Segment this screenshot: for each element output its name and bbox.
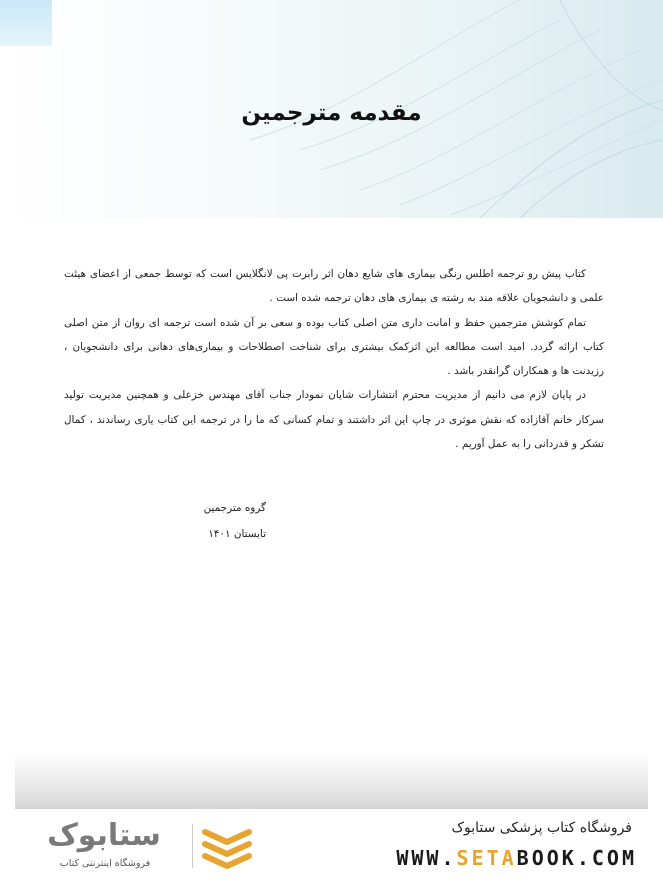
- page-title: مقدمه مترجمین: [241, 100, 422, 126]
- preface-paragraph-1: کتاب پیش رو ترجمه اطلس رنگی بیماری های شایع دهان اثر رابرت پی لانگلایس است که توسط جمعی از اعضای هیئت علمی و دانشجویان علاقه مند به رشته ی بیماری های دهان ترجمه شده است .: [64, 268, 604, 305]
- stacked-chevrons-icon: [200, 824, 254, 870]
- preface-paragraph-3: در پایان لازم می دانیم از مدیریت محترم انتشارات شایان نمودار جناب آقای مهندس خزعلی و همچنین مدیریت تولید سرکار خانم آقازاده که نقش موثری در چاپ این اثر داشتند و تمام کسانی که ما را در ترجمه این کتاب یاری رساندند ، کمال تشکر و قدردانی را به عمل آوریم .: [64, 389, 604, 451]
- signature-name: گروه مترجمین: [203, 502, 266, 514]
- store-url-suffix: BOOK.COM: [516, 846, 637, 870]
- corner-accent: [0, 0, 52, 46]
- preface-body: [64, 262, 604, 456]
- store-url-prefix: WWW.: [396, 846, 457, 870]
- store-name: فروشگاه کتاب پزشکی ستابوک: [451, 820, 632, 836]
- logo-divider: [192, 824, 193, 868]
- setabook-logo: [24, 818, 264, 876]
- signature-date: تابستان ۱۴۰۱: [208, 528, 266, 540]
- signature-block: [146, 495, 266, 547]
- logo-tagline: فروشگاه اینترنتی کتاب: [59, 858, 151, 869]
- footer-shade: [15, 752, 648, 809]
- store-url[interactable]: [325, 846, 637, 870]
- store-url-highlight: SETA: [456, 846, 517, 870]
- logo-word: ستابوک: [47, 818, 161, 853]
- preface-paragraph-2: تمام کوشش مترجمین حفظ و امانت داری متن اصلی کتاب بوده و سعی بر آن شده است ترجمه ای روان از متن اصلی کتاب ارائه گردد. امید است مطالعه این اثرکمک بیشتری برای شناخت اصطلاحات و بیماری‌های دهانی برای دانشجویان ، رزیدنت ها و همکاران گرانقدر باشد .: [64, 316, 604, 378]
